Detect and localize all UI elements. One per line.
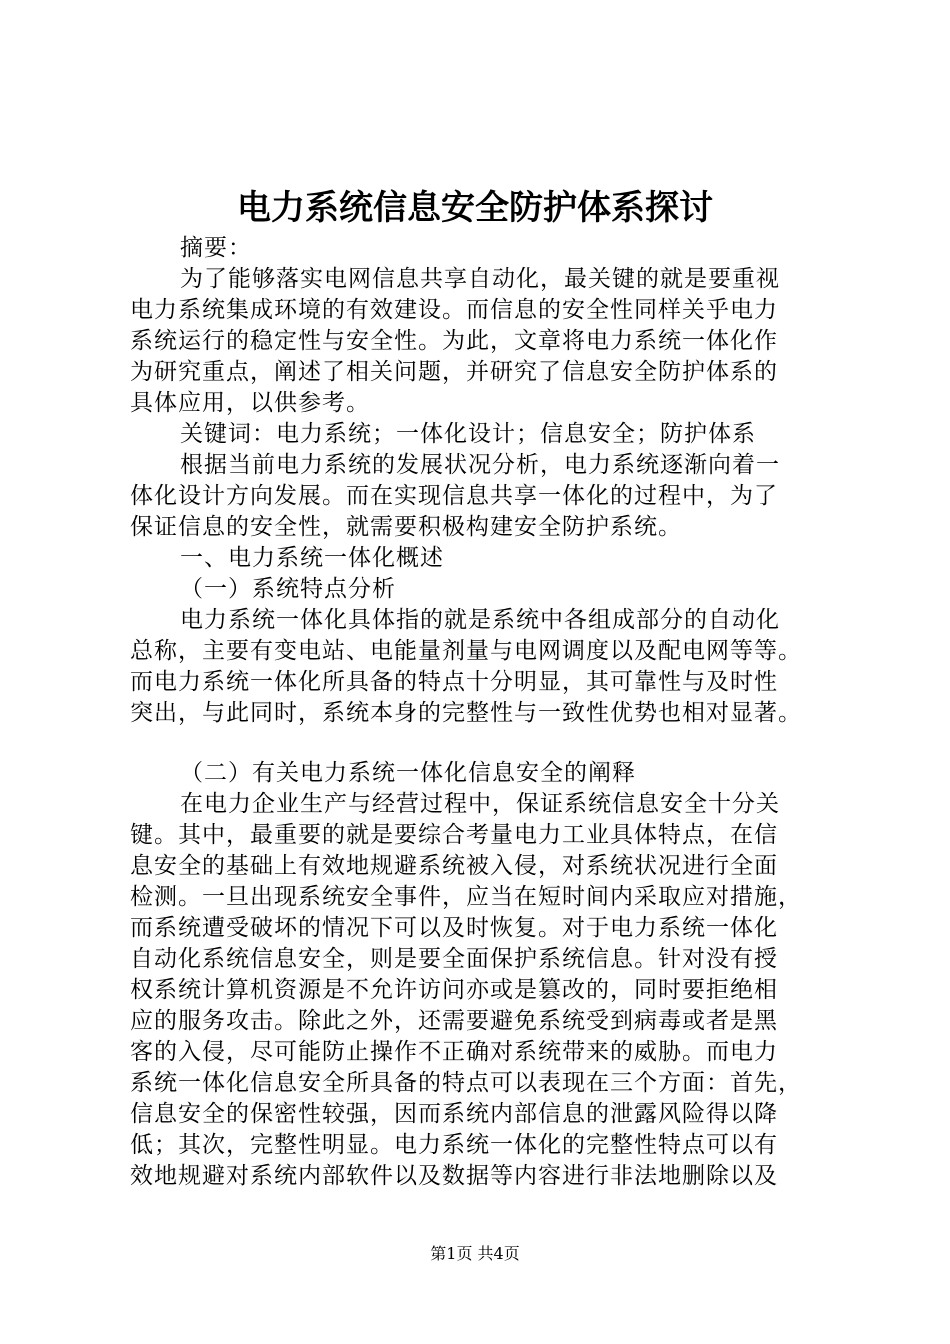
paragraph-line: 自动化系统信息安全，则是要全面保护系统信息。针对没有授 — [130, 946, 778, 972]
section-heading: 一、电力系统一体化概述 — [180, 545, 444, 571]
paragraph-line: 为研究重点，阐述了相关问题，并研究了信息安全防护体系的 — [130, 359, 778, 385]
paragraph-line: 效地规避对系统内部软件以及数据等内容进行非法地删除以及 — [130, 1163, 778, 1189]
subsection-heading: （一）系统特点分析 — [180, 576, 396, 602]
paragraph-line: 电力系统一体化具体指的就是系统中各组成部分的自动化 — [180, 607, 780, 633]
paragraph-line: 权系统计算机资源是不允许访问亦或是篡改的，同时要拒绝相 — [130, 977, 778, 1003]
paragraph-line: 息安全的基础上有效地规避系统被入侵，对系统状况进行全面 — [130, 853, 778, 879]
paragraph-line: 应的服务攻击。除此之外，还需要避免系统受到病毒或者是黑 — [130, 1008, 778, 1034]
paragraph-line: 系统运行的稳定性与安全性。为此，文章将电力系统一体化作 — [130, 328, 778, 354]
paragraph-line: 键。其中，最重要的就是要综合考量电力工业具体特点，在信 — [130, 822, 778, 848]
paragraph-line: 保证信息的安全性，就需要积极构建安全防护系统。 — [130, 514, 682, 540]
paragraph-line: 而电力系统一体化所具备的特点十分明显，其可靠性与及时性 — [130, 669, 778, 695]
paragraph-line: 总称，主要有变电站、电能量剂量与电网调度以及配电网等等。 — [130, 638, 802, 664]
paragraph-line: 低；其次，完整性明显。电力系统一体化的完整性特点可以有 — [130, 1132, 778, 1158]
paragraph-line: 具体应用，以供参考。 — [130, 390, 370, 416]
paragraph-line: 体化设计方向发展。而在实现信息共享一体化的过程中，为了 — [130, 483, 778, 509]
subsection-heading: （二）有关电力系统一体化信息安全的阐释 — [180, 760, 636, 786]
paragraph-line: 电力系统集成环境的有效建设。而信息的安全性同样关乎电力 — [130, 297, 778, 323]
paragraph-line: 客的入侵，尽可能防止操作不正确对系统带来的威胁。而电力 — [130, 1039, 778, 1065]
paragraph-line: 突出，与此同时，系统本身的完整性与一致性优势也相对显著。 — [130, 700, 802, 726]
paragraph-line: 检测。一旦出现系统安全事件，应当在短时间内采取应对措施， — [130, 884, 802, 910]
paragraph-line: 在电力企业生产与经营过程中，保证系统信息安全十分关 — [180, 791, 780, 817]
document-body — [130, 233, 842, 1192]
document-title: 电力系统信息安全防护体系探讨 — [237, 188, 713, 228]
paragraph-line: 系统一体化信息安全所具备的特点可以表现在三个方面：首先， — [130, 1070, 802, 1096]
paragraph-line: 而系统遭受破坏的情况下可以及时恢复。对于电力系统一体化 — [130, 915, 778, 941]
paragraph-gap — [130, 729, 842, 758]
keywords-line: 关键词：电力系统；一体化设计；信息安全；防护体系 — [180, 421, 756, 447]
paragraph-line: 信息安全的保密性较强，因而系统内部信息的泄露风险得以降 — [130, 1101, 778, 1127]
page-number-footer: 第1页 共4页 — [430, 1244, 520, 1263]
paragraph-line: 为了能够落实电网信息共享自动化，最关键的就是要重视 — [180, 266, 780, 292]
abstract-label: 摘要： — [180, 235, 252, 261]
paragraph-line: 根据当前电力系统的发展状况分析，电力系统逐渐向着一 — [180, 452, 780, 478]
